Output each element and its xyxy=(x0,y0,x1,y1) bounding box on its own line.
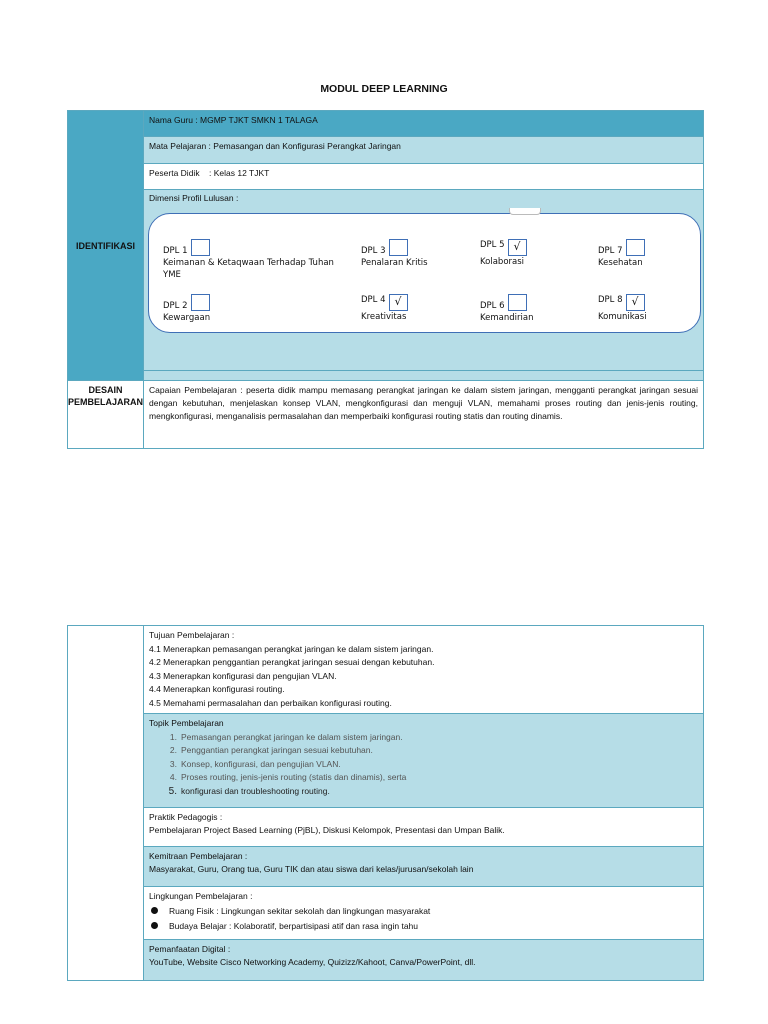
dpl-3-checkbox[interactable] xyxy=(389,239,408,256)
dpl-6-checkbox[interactable] xyxy=(508,294,527,311)
list-item xyxy=(163,771,698,785)
dpl-name: Kewargaan xyxy=(163,313,211,323)
dpl-4 xyxy=(361,294,408,323)
desain-continued-table xyxy=(67,625,704,981)
list-text: Konsep, konfigurasi, dan pengujian VLAN. xyxy=(181,758,341,769)
bullet-icon xyxy=(151,907,158,914)
lingkungan-heading: Lingkungan Pembelajaran : xyxy=(149,891,253,901)
identifikasi-label: IDENTIFIKASI xyxy=(68,111,144,381)
list-text: Ruang Fisik : Lingkungan sekitar sekolah dan lingkungan masyarakat xyxy=(169,905,431,916)
dpl-name: Kemandirian xyxy=(480,313,534,323)
dpl-5-checkbox[interactable]: √ xyxy=(508,239,527,256)
tujuan-list xyxy=(149,643,698,711)
list-text: Pemasangan perangkat jaringan ke dalam sistem jaringan. xyxy=(181,731,403,742)
list-number: 5. xyxy=(168,785,177,797)
dpl-code: DPL 4 xyxy=(361,295,386,305)
topik-list xyxy=(149,731,698,799)
dpl-8 xyxy=(598,294,647,323)
document-title: MODUL DEEP LEARNING xyxy=(320,83,448,95)
dpl-name: Penalaran Kritis xyxy=(361,258,428,268)
topik-heading: Topik Pembelajaran xyxy=(149,718,224,728)
dpl-3 xyxy=(361,239,428,269)
list-item xyxy=(163,744,698,758)
dpl-code: DPL 6 xyxy=(480,301,505,311)
lingkungan-list xyxy=(149,904,698,934)
tujuan-heading: Tujuan Pembelajaran : xyxy=(149,630,235,640)
list-item: 4.2 Menerapkan penggantian perangkat jaringan sesuai dengan kebutuhan. xyxy=(149,657,435,667)
peserta-didik-row: Peserta Didik : Kelas 12 TJKT xyxy=(144,164,704,190)
list-item: 4.1 Menerapkan pemasangan perangkat jaringan ke dalam sistem jaringan. xyxy=(149,643,434,654)
list-number: 3. xyxy=(169,758,177,769)
identifikasi-table xyxy=(67,110,704,449)
tujuan-cell xyxy=(144,626,704,714)
list-item: 4.3 Menerapkan konfigurasi dan pengujian VLAN. xyxy=(149,670,337,681)
dpl-4-checkbox[interactable]: √ xyxy=(389,294,408,311)
list-number: 1. xyxy=(169,731,177,742)
dpl-code: DPL 1 xyxy=(163,246,188,256)
list-text: Penggantian perangkat jaringan sesuai kebutuhan. xyxy=(181,745,373,755)
lingkungan-cell xyxy=(144,887,704,940)
list-text: konfigurasi dan troubleshooting routing. xyxy=(181,785,330,796)
kemitraan-heading: Kemitraan Pembelajaran : xyxy=(149,851,248,861)
list-item xyxy=(149,919,698,934)
list-text: Budaya Belajar : Kolaboratif, berpartisipasi atif dan rasa ingin tahu xyxy=(169,920,419,931)
dpl-5 xyxy=(480,239,527,268)
dpl-2 xyxy=(163,294,210,324)
desain-label-2: PEMBELAJARAN xyxy=(68,397,144,407)
praktik-cell xyxy=(144,808,704,847)
topik-cell xyxy=(144,714,704,808)
dpl-1 xyxy=(163,239,338,281)
dpl-panel xyxy=(148,213,701,333)
praktik-heading: Praktik Pedagogis : xyxy=(149,812,223,822)
list-item: 4.4 Menerapkan konfigurasi routing. xyxy=(149,684,285,694)
capaian-pembelajaran: Capaian Pembelajaran : peserta didik mampu memasang perangkat jaringan ke dalam sistem jaringan, mengganti perangkat jaringan sesuai dengan kebutuhan, menjelaskan konsep VLAN, mengkonfigurasi dan menguji VLAN, memahami proses routing dan jenis-jenis routing, mengkonfigurasi, menganalisis permasalahan dan memperbaiki konfigurasi routing statis dan routing dinamis. xyxy=(144,381,704,449)
dpl-name: Kolaborasi xyxy=(480,257,525,267)
dpl-code: DPL 2 xyxy=(163,301,188,311)
dpl-name: Kesehatan xyxy=(598,258,643,268)
dpl-8-checkbox[interactable]: √ xyxy=(626,294,645,311)
praktik-text: Pembelajaran Project Based Learning (PjBL), Diskusi Kelompok, Presentasi dan Umpan Balik. xyxy=(149,825,505,835)
list-item xyxy=(149,904,698,919)
list-number: 2. xyxy=(169,745,177,755)
dpl-panel-tab xyxy=(509,208,541,215)
kemitraan-text: Masyarakat, Guru, Orang tua, Guru TIK dan atau siswa dari kelas/jurusan/sekolah lain xyxy=(149,864,474,874)
digital-cell xyxy=(144,940,704,981)
dpl-name: Kreativitas xyxy=(361,312,407,322)
desain-label xyxy=(68,381,144,449)
dpl-code: DPL 8 xyxy=(598,295,623,305)
dpl-7 xyxy=(598,239,645,269)
dpl-2-checkbox[interactable] xyxy=(191,294,210,311)
kemitraan-cell xyxy=(144,847,704,887)
dpl-code: DPL 3 xyxy=(361,246,386,256)
list-item: 4.5 Memahami permasalahan dan perbaikan konfigurasi routing. xyxy=(149,697,392,708)
digital-heading: Pemanfaatan Digital : xyxy=(149,944,231,954)
dimensi-profil-label: Dimensi Profil Lulusan : xyxy=(149,193,239,203)
list-item xyxy=(163,785,698,799)
bullet-icon xyxy=(151,922,158,929)
list-number: 4. xyxy=(169,772,177,782)
dpl-6 xyxy=(480,294,533,324)
dpl-1-checkbox[interactable] xyxy=(191,239,210,256)
nama-guru-row: Nama Guru : MGMP TJKT SMKN 1 TALAGA xyxy=(144,111,704,137)
list-text: Proses routing, jenis-jenis routing (statis dan dinamis), serta xyxy=(181,772,407,782)
dpl-7-checkbox[interactable] xyxy=(626,239,645,256)
dimensi-spacer xyxy=(144,371,704,381)
desain-label-1: DESAIN xyxy=(88,385,123,395)
digital-text: YouTube, Website Cisco Networking Academy, Quizizz/Kahoot, Canva/PowerPoint, dll. xyxy=(149,957,476,967)
dpl-name: Keimanan & Ketaqwaan Terhadap Tuhan YME xyxy=(163,258,334,280)
dpl-code: DPL 5 xyxy=(480,240,505,250)
list-item xyxy=(163,731,698,745)
dpl-code: DPL 7 xyxy=(598,246,623,256)
dpl-name: Komunikasi xyxy=(598,312,647,322)
list-item xyxy=(163,758,698,772)
mata-pelajaran-row: Mata Pelajaran : Pemasangan dan Konfigurasi Perangkat Jaringan xyxy=(144,137,704,164)
dimensi-profil-cell xyxy=(144,190,704,371)
desain-label-continued xyxy=(68,626,144,981)
